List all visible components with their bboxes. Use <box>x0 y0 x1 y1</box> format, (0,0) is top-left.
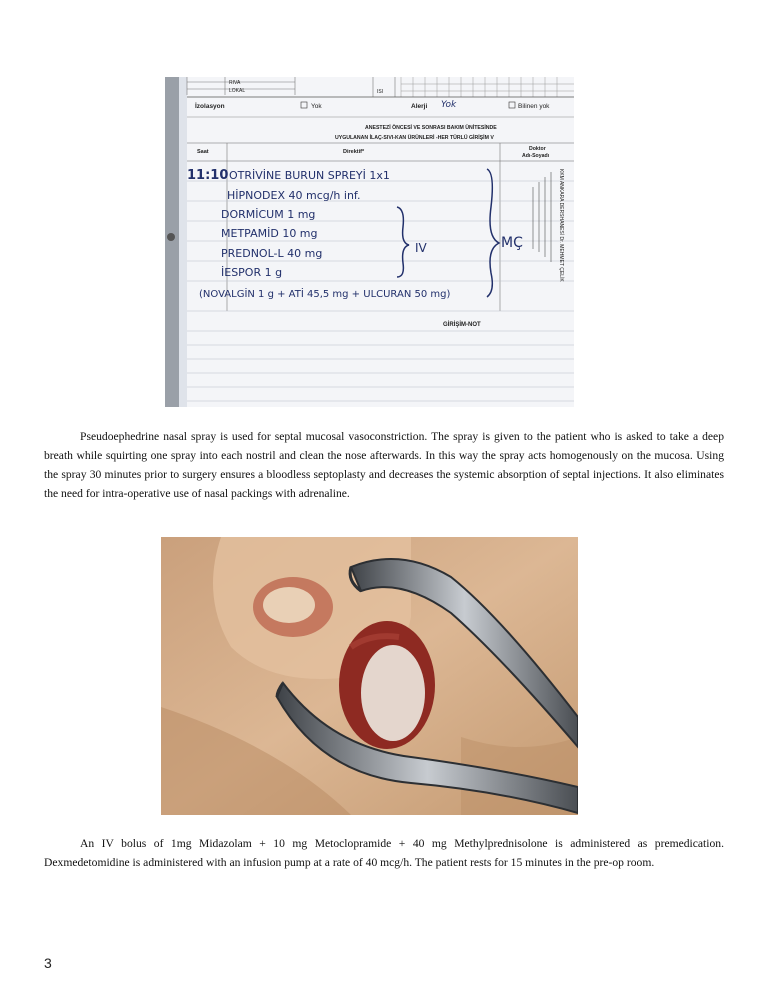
handwritten-signature: MÇ <box>501 235 523 251</box>
nasal-forceps-photo <box>161 537 578 815</box>
handwritten-order-line: PREDNOL-L 40 mg <box>221 247 323 260</box>
handwritten-time: 11:10 <box>187 168 229 183</box>
form-label-alerji: Alerji <box>411 103 428 110</box>
form-label-yok: Yok <box>311 103 322 110</box>
nasal-forceps-drawing <box>161 537 578 815</box>
handwritten-order-line: METPAMİD 10 mg <box>221 227 318 240</box>
paragraph-nasal-spray: Pseudoephedrine nasal spray is used for septal mucosal vasoconstriction. The spray is given to the patient who is asked to take a deep breath while squirting one spray into each nostril and clean the nose afterwards. In this way the spray acts homogenously on the mucosa. Using the spray 30 minutes prior to surgery ensures a bloodless septoplasty and decreases the systemic absorption of septal injections. It also eliminates the need for intra-operative use of nasal packings with adrenaline. <box>44 430 724 500</box>
form-header-line2: UYGULANAN İLAÇ-SIVI-KAN ÜRÜNLERİ -HER TÜRLÜ GİRİŞİM V <box>335 135 494 141</box>
form-label-izolasyon: İzolasyon <box>195 103 225 110</box>
form-col-doktor: Doktor <box>529 146 546 152</box>
handwritten-route: IV <box>415 241 427 255</box>
form-label-isi: ISI <box>377 89 384 95</box>
handwritten-order-line: OTRİVİNE BURUN SPREYİ 1x1 <box>229 169 390 182</box>
paragraph-premedication: An IV bolus of 1mg Midazolam + 10 mg Metoclopramide + 40 mg Methylprednisolone is administered as premedication. Dexmedetomidine is administered with an infusion pump at a rate of 40 mcg/h. The patient rests for 15 minutes in the pre-op room. <box>44 837 724 869</box>
anesthesia-form-photo <box>165 77 574 407</box>
handwritten-order-line: İESPOR 1 g <box>221 266 283 279</box>
form-header-line1: ANESTEZİ ÖNCESİ VE SONRASI BAKIM ÜNİTESİNDE <box>365 125 497 131</box>
handwritten-order-line: DORMİCUM 1 mg <box>221 208 316 221</box>
form-col-direktif: Direktif* <box>343 149 365 155</box>
form-label-girisim-not: GİRİŞİM-NOT <box>443 322 481 328</box>
form-col-adi-soyadi: Adı-Soyadı <box>522 153 550 159</box>
page-number: 3 <box>44 955 52 971</box>
form-col-saat: Saat <box>197 149 209 155</box>
doctor-stamp: KKM ANKARA DERSHANESİ Dr. MEHMET ÇELİK <box>558 169 564 282</box>
anesthesia-form-drawing <box>165 77 574 407</box>
form-label-riva: RIVA <box>229 80 241 86</box>
handwritten-order-line: (NOVALGİN 1 g + ATİ 45,5 mg + ULCURAN 50 mg) <box>199 289 451 300</box>
handwritten-order-line: HİPNODEX 40 mcg/h inf. <box>227 189 361 202</box>
form-label-lokal: LOKAL <box>229 88 246 94</box>
handwritten-allergy-value: Yok <box>441 100 457 110</box>
form-label-bilinen-yok: Bilinen yok <box>518 103 550 110</box>
